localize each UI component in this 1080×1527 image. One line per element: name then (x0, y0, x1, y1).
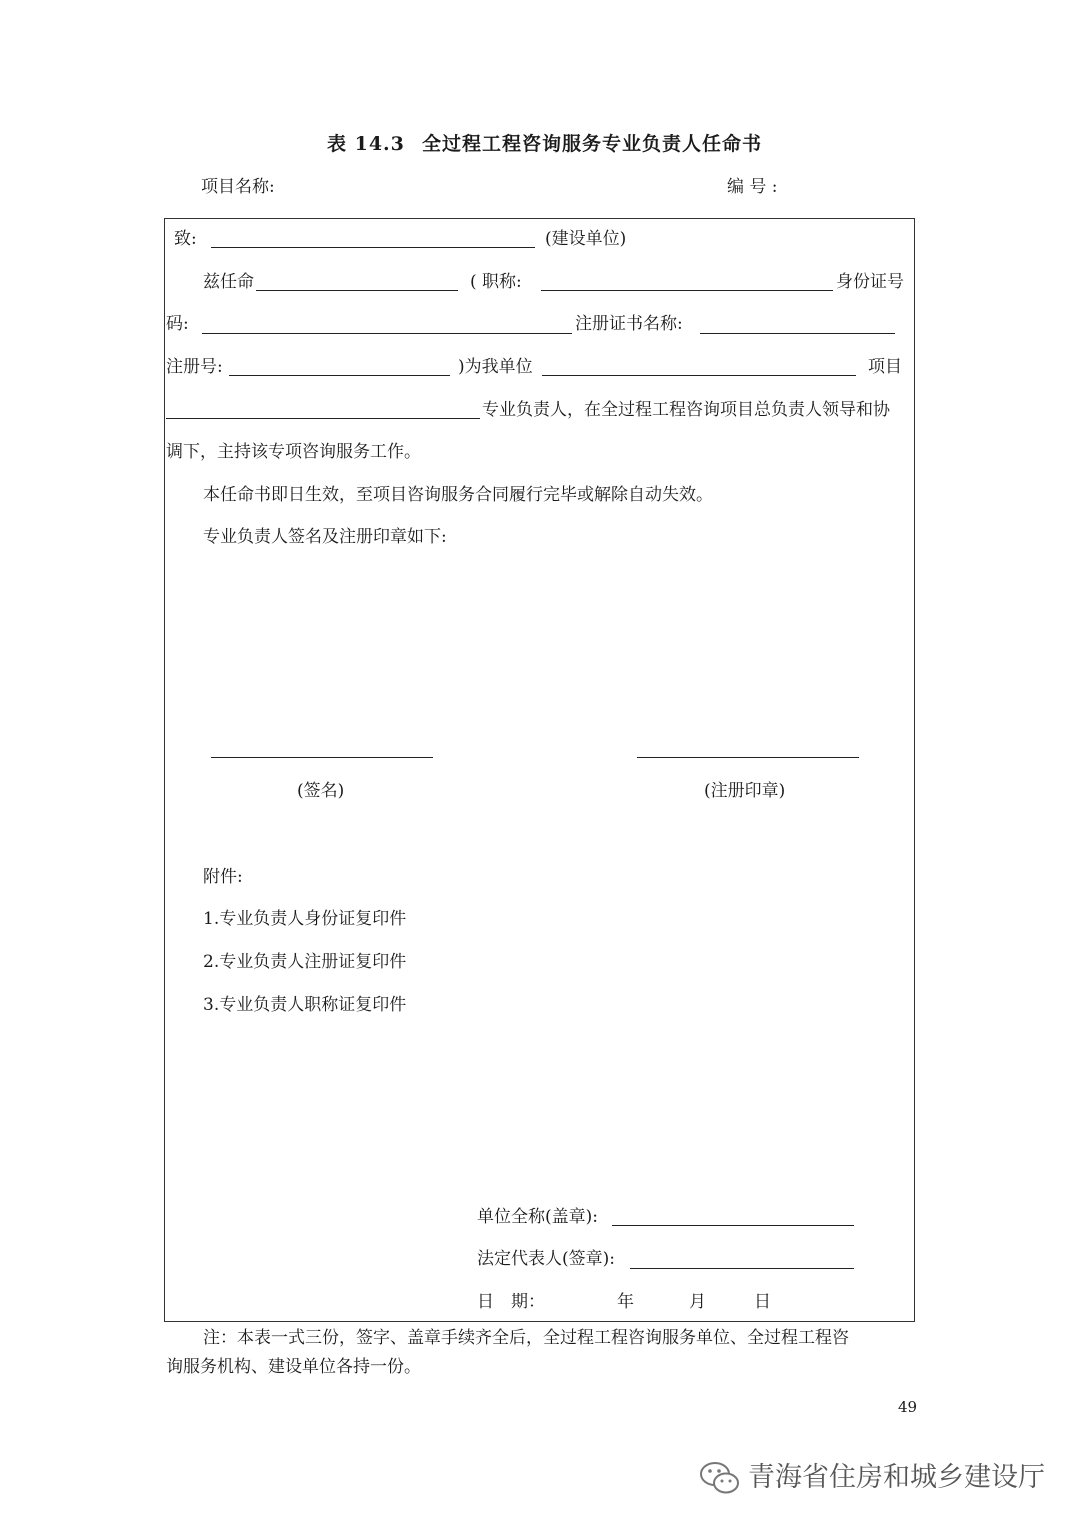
month-label: 月 (689, 1292, 706, 1312)
job-title-blank[interactable] (541, 290, 833, 291)
construction-unit-blank[interactable] (211, 247, 535, 248)
project-name-label: 项目名称: (201, 177, 275, 197)
number-label: 编 号 : (727, 177, 778, 197)
unit-name-blank[interactable] (612, 1225, 854, 1226)
effective-statement: 本任命书即日生效，至项目咨询服务合同履行完毕或解除自动失效。 (203, 485, 713, 505)
note-line1: 注：本表一式三份，签字、盖章手续齐全后，全过程工程咨询服务单位、全过程工程咨 (203, 1328, 849, 1348)
page-number: 49 (898, 1398, 918, 1416)
attachment-item: 1.专业负责人身份证复印件 (203, 909, 407, 929)
certificate-name-label: 注册证书名称: (575, 314, 683, 334)
watermark-text: 青海省住房和城乡建设厅 (748, 1462, 1045, 1493)
legal-representative-blank[interactable] (630, 1268, 854, 1269)
wechat-icon (698, 1458, 742, 1498)
year-label: 年 (617, 1292, 634, 1312)
signature-caption: (签名) (297, 781, 345, 801)
our-unit-label: )为我单位 (458, 357, 533, 377)
registration-number-label: 注册号: (166, 357, 223, 377)
construction-unit-suffix: (建设单位) (545, 229, 627, 249)
date-label: 日 期： (477, 1292, 545, 1312)
seal-line[interactable] (637, 757, 859, 758)
project-word: 项目 (868, 357, 902, 377)
day-label: 日 (754, 1292, 771, 1312)
appointment-text-line2: 调下，主持该专项咨询服务工作。 (166, 442, 421, 462)
id-number-label: 身份证号 (836, 272, 904, 292)
signature-line[interactable] (211, 757, 433, 758)
appoint-label: 兹任命 (203, 272, 254, 292)
attachments-label: 附件: (203, 867, 243, 887)
id-number-blank[interactable] (202, 333, 572, 334)
page-title: 全过程工程咨询服务专业负责人任命书 (422, 133, 763, 155)
legal-representative-label: 法定代表人(签章): (477, 1249, 615, 1269)
to-label: 致: (174, 229, 197, 249)
appointee-blank[interactable] (256, 290, 458, 291)
seal-caption: (注册印章) (704, 781, 786, 801)
job-title-label: ( 职称: (470, 272, 522, 292)
note-line2: 询服务机构、建设单位各持一份。 (166, 1357, 421, 1377)
project-name-blank[interactable] (542, 375, 856, 376)
registration-number-blank[interactable] (229, 375, 450, 376)
appointment-text-line1: 专业负责人，在全过程工程咨询项目总负责人领导和协 (482, 400, 890, 420)
specialty-blank[interactable] (166, 418, 480, 419)
certificate-name-blank[interactable] (700, 333, 895, 334)
signature-intro: 专业负责人签名及注册印章如下: (203, 527, 447, 547)
unit-name-label: 单位全称(盖章): (477, 1207, 598, 1227)
table-number: 表 14.3 (327, 133, 405, 155)
attachment-item: 3.专业负责人职称证复印件 (203, 995, 407, 1015)
id-number-label-cont: 码: (166, 314, 189, 334)
form-frame (164, 218, 915, 1322)
attachment-item: 2.专业负责人注册证复印件 (203, 952, 407, 972)
